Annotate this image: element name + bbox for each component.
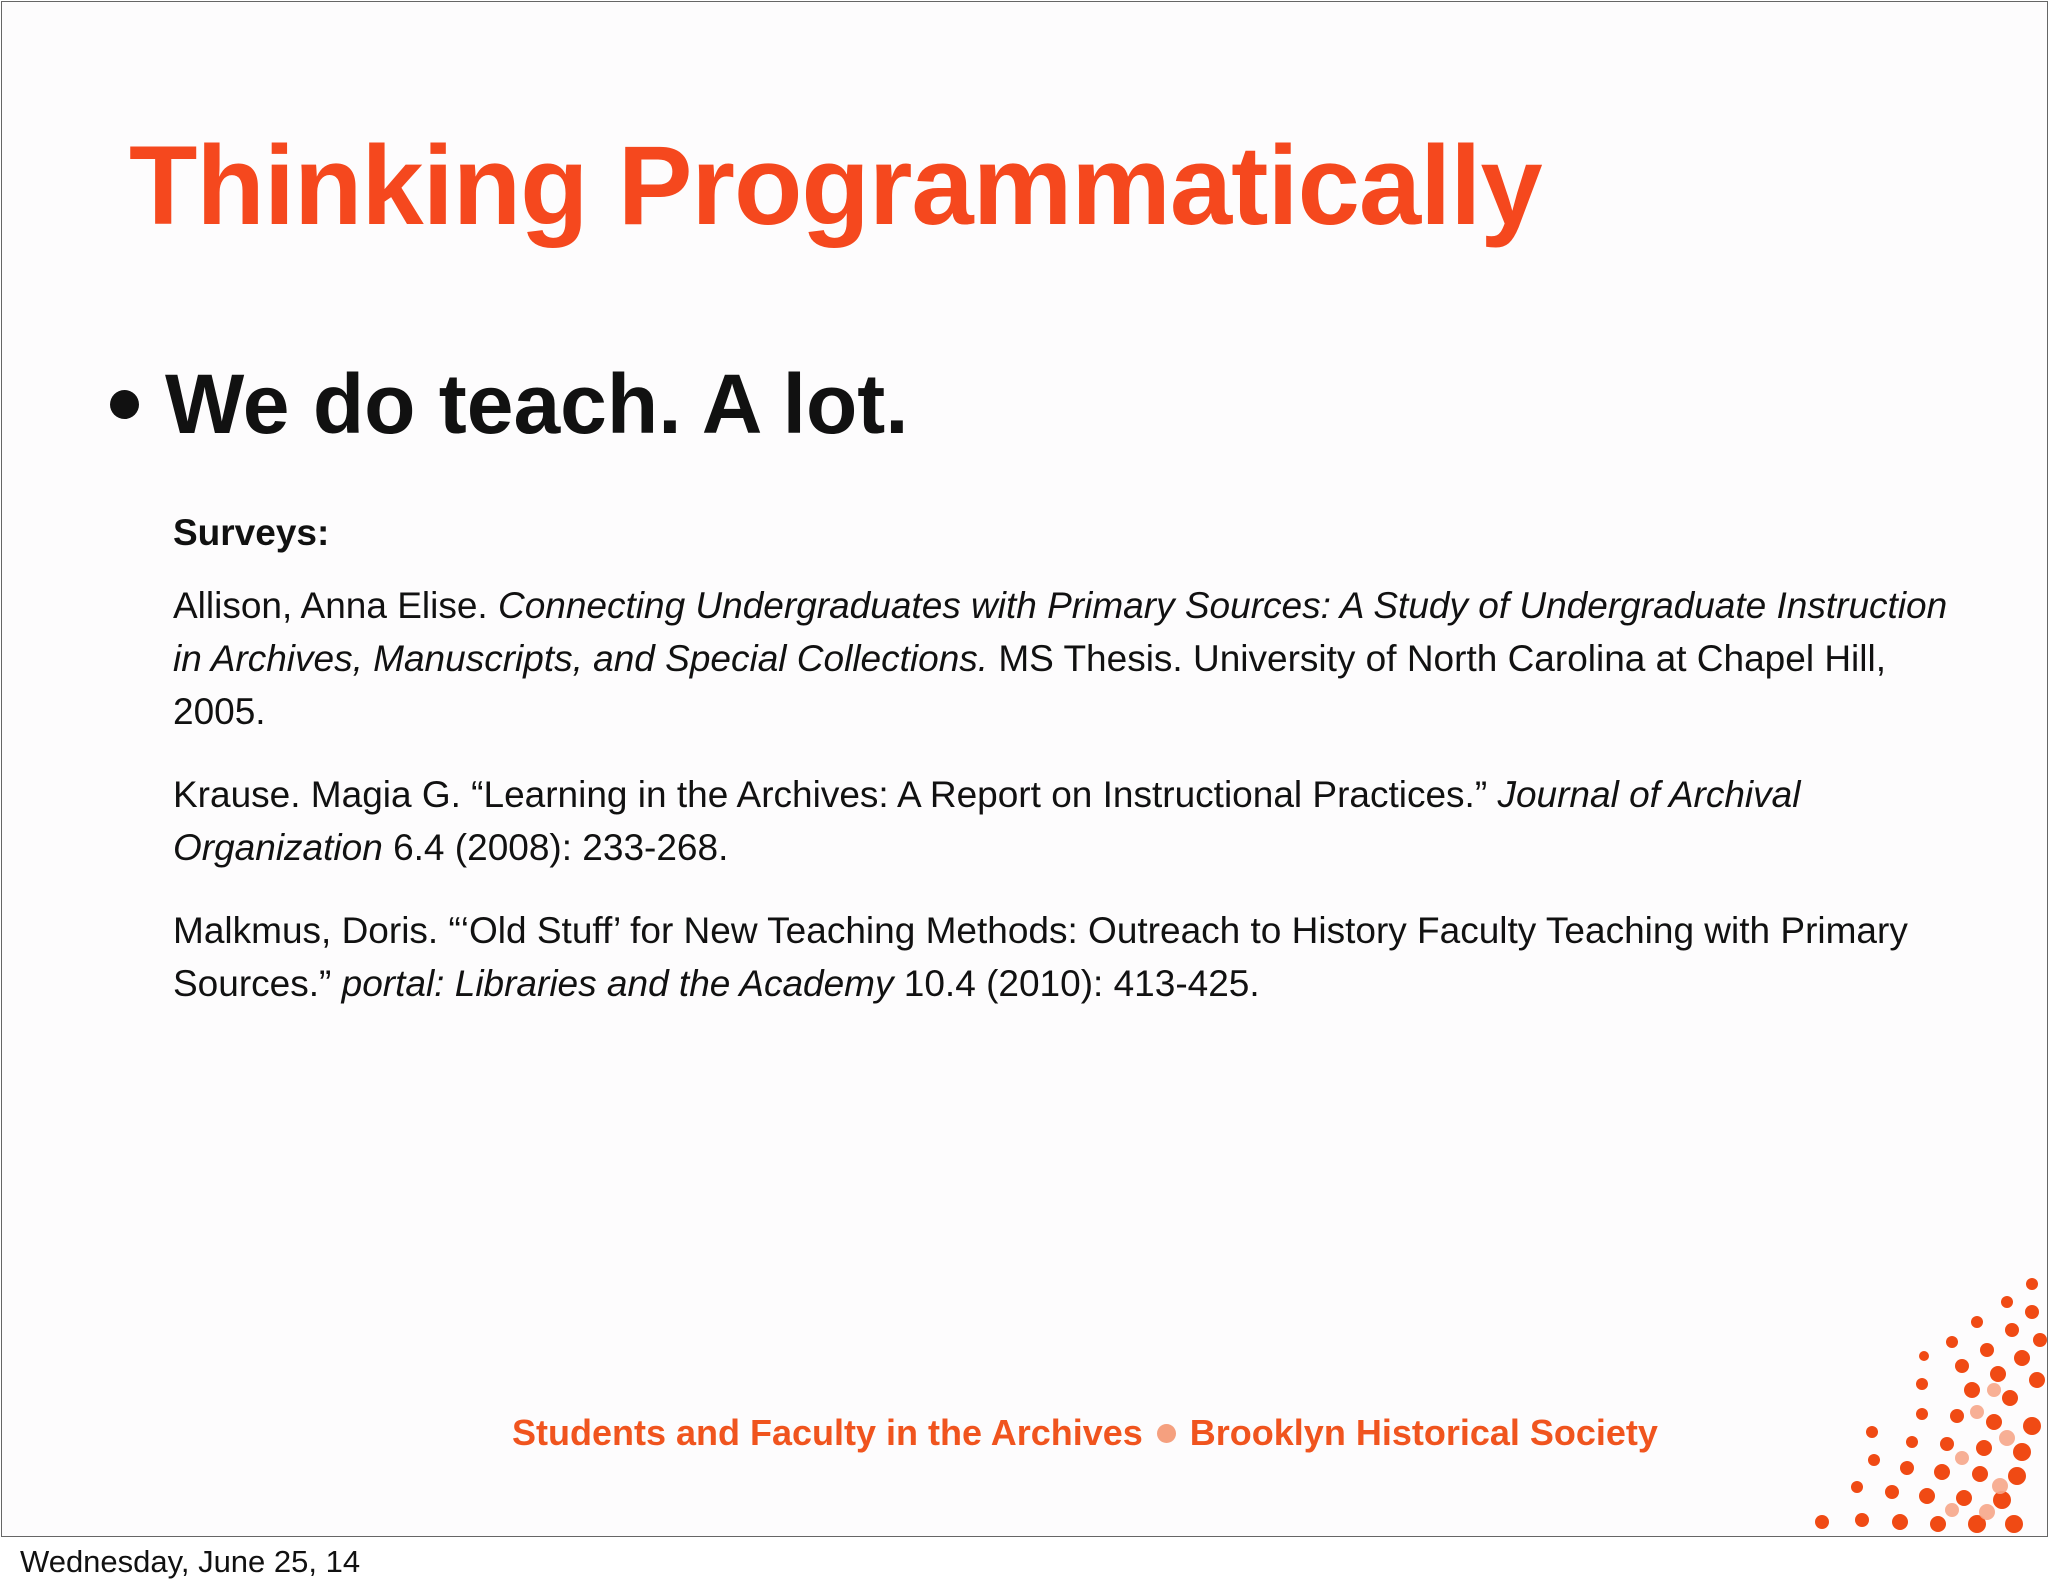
reference-text: 6.4 (2008): 233-268. — [382, 827, 729, 868]
reference-title: Connecting Undergraduates with Primary Sources: A Study of Undergraduate Instruction in Archives, Manuscripts, and Special Collections. — [173, 585, 1948, 679]
footer-separator-dot-icon — [1157, 1424, 1176, 1443]
reference-title: portal: Libraries and the Academy — [341, 963, 894, 1004]
bullet-point — [110, 357, 909, 451]
reference-text: Malkmus, Doris. “‘Old Stuff’ for New Teaching Methods: Outreach to History Faculty Teaching with Primary Sources.” — [173, 910, 1908, 1004]
bullet-icon — [110, 390, 139, 419]
slide-title: Thinking Programmatically — [129, 123, 1542, 248]
references-heading: Surveys: — [173, 512, 330, 553]
bullet-text: We do teach. A lot. — [165, 357, 909, 451]
slide — [1, 1, 2048, 1537]
reference-item — [173, 768, 1973, 874]
slide-footer — [512, 1412, 1658, 1454]
reference-text: Allison, Anna Elise. — [173, 585, 498, 626]
footer-organization: Brooklyn Historical Society — [1189, 1412, 1658, 1453]
footer-course-title: Students and Faculty in the Archives — [512, 1412, 1143, 1453]
reference-text: 10.4 (2010): 413-425. — [893, 963, 1260, 1004]
reference-item — [173, 904, 1973, 1010]
date-stamp: Wednesday, June 25, 14 — [20, 1544, 361, 1579]
references-block — [173, 507, 1973, 1040]
reference-text: Krause. Magia G. “Learning in the Archives: A Report on Instructional Practices.” — [173, 774, 1498, 815]
reference-title: Journal of Archival Organization — [173, 774, 1801, 868]
reference-text: MS Thesis. University of North Carolina at Chapel Hill, 2005. — [173, 638, 1886, 732]
brooklyn-historical-society-dots-logo-icon — [1762, 1262, 2048, 1537]
reference-item — [173, 579, 1973, 738]
